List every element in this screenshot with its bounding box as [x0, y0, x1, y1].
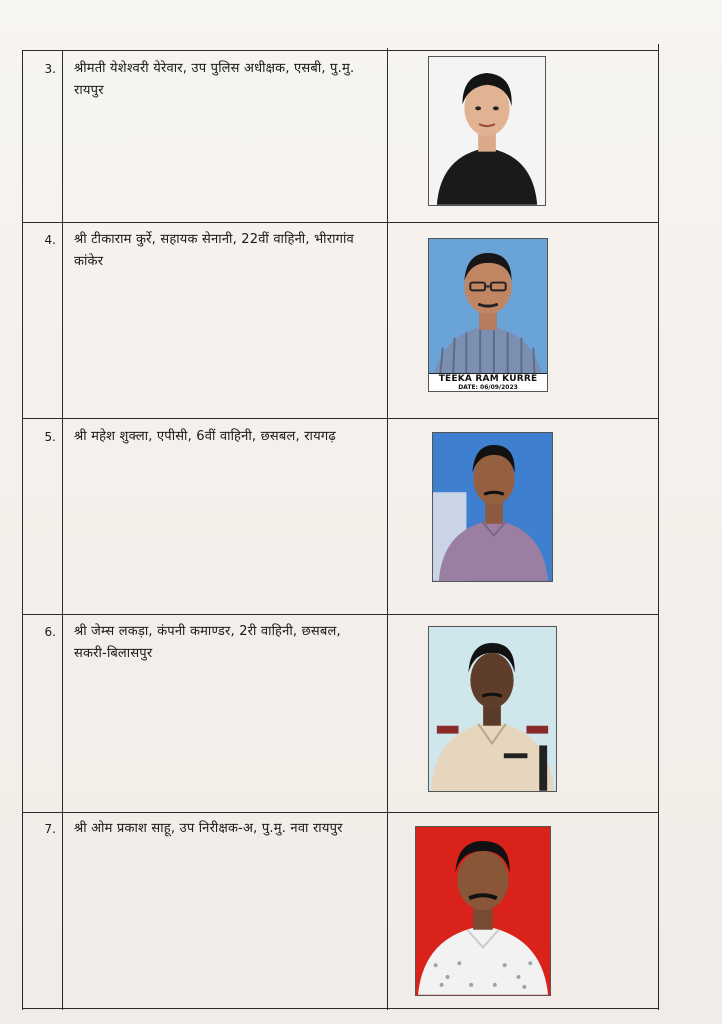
- entry-number: 4.: [44, 233, 56, 247]
- table-border-bottom: [22, 1008, 659, 1009]
- entry-number: 3.: [44, 62, 56, 76]
- row-divider: [22, 222, 659, 223]
- entry-description: श्री जेम्स लकड़ा, कंपनी कमाण्डर, 2री वाहिनी, छसबल, सकरी-बिलासपुर: [74, 624, 341, 661]
- row-divider: [22, 418, 659, 419]
- officer-photo: [428, 56, 546, 206]
- entry-description: श्री ओम प्रकाश साहू, उप निरीक्षक-अ, पु.मु. नवा रायपुर: [74, 821, 343, 836]
- entry-description: श्री टीकाराम कुर्रे, सहायक सेनानी, 22वीं वाहिनी, भीरागांव कांकेर: [74, 232, 354, 269]
- person-portrait-icon: [429, 627, 556, 791]
- photo-caption-name: TEEKA RAM KURRE: [438, 374, 538, 384]
- entry-number: 7.: [44, 822, 56, 836]
- officer-photo: [432, 432, 553, 582]
- entry-description: श्री महेश शुक्ला, एपीसी, 6वीं वाहिनी, छसबल, रायगढ़: [74, 429, 336, 444]
- entry-description: श्रीमती येशेश्वरी येरेवार, उप पुलिस अधीक्षक, एसबी, पु.मु. रायपुर: [74, 61, 355, 98]
- row-divider: [22, 812, 659, 813]
- officer-photo: [428, 238, 548, 392]
- person-portrait-icon: [429, 57, 545, 205]
- table-border-left: [22, 50, 23, 1010]
- entry-number: 6.: [44, 625, 56, 639]
- officer-photo: [415, 826, 551, 996]
- table-border-top: [22, 50, 659, 51]
- entry-number: 5.: [44, 430, 56, 444]
- photo-caption-date: DATE: 06/09/2023: [458, 384, 518, 391]
- table-divider-photo: [387, 48, 388, 1010]
- officer-photo: [428, 626, 557, 792]
- table-border-right: [658, 44, 659, 1010]
- row-divider: [22, 614, 659, 615]
- table-divider-number: [62, 50, 63, 1010]
- person-portrait-icon: [433, 433, 552, 581]
- person-portrait-icon: [416, 827, 550, 995]
- person-portrait-icon: [429, 239, 547, 391]
- photo-caption: [429, 373, 547, 391]
